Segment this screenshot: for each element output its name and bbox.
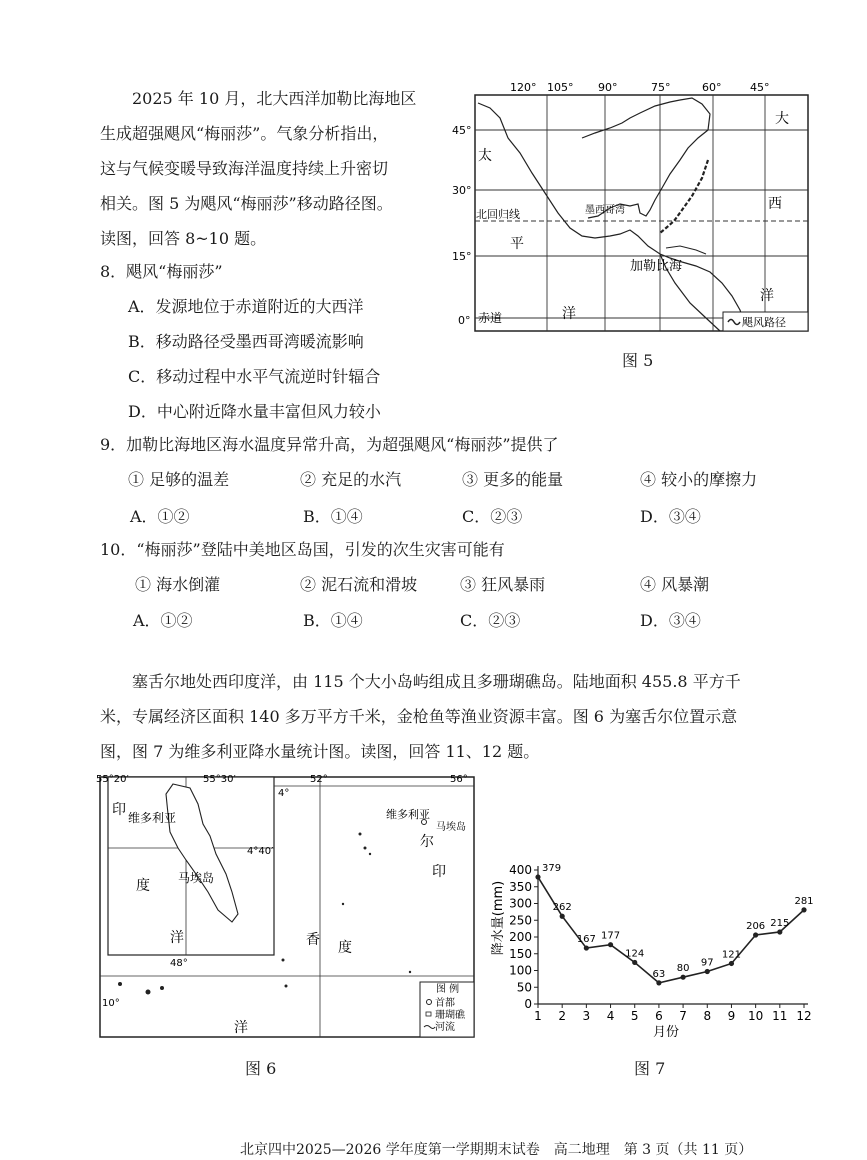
- figure-5-caption: 图 5: [622, 351, 654, 370]
- y-axis-label: 降水量(mm): [491, 880, 506, 956]
- fig5-gulf-label: 墨西哥湾: [585, 205, 625, 216]
- x-tick-label: 11: [772, 1009, 788, 1023]
- fig6-main-ocean: 尔: [420, 834, 434, 850]
- intro1-line: 读图，回答 8~10 题。: [100, 229, 267, 248]
- x-tick-label: 8: [703, 1009, 712, 1023]
- data-label: 379: [542, 863, 562, 875]
- figure-6-map: [98, 774, 480, 1040]
- data-label: 97: [700, 957, 714, 969]
- q8-option-a: A．发源地位于赤道附近的大西洋: [128, 297, 364, 316]
- q10-option-c: C．②③: [460, 611, 521, 630]
- y-tick-label: 300: [509, 896, 532, 911]
- data-label: 121: [721, 949, 742, 961]
- y-tick-label: 100: [509, 963, 532, 978]
- fig6-main-ocean: 印: [432, 864, 446, 880]
- q10-option-a: A．①②: [133, 611, 193, 630]
- fig5-lat-label: 0°: [458, 314, 471, 327]
- q10-item-4: ④ 风暴潮: [640, 575, 710, 594]
- q10-option-d: D．③④: [640, 611, 701, 630]
- y-tick-label: 150: [509, 946, 532, 961]
- fig5-lon-label: 60°: [702, 81, 722, 94]
- figure-7-chart: [486, 858, 816, 1038]
- q10-item-1: ① 海水倒灌: [135, 575, 221, 594]
- intro1-line: 生成超强飓风“梅丽莎”。气象分析指出，: [100, 124, 389, 143]
- q8-option-d: D．中心附近降水量丰富但风力较小: [128, 402, 381, 421]
- fig5-ocean-char: 西: [768, 196, 782, 212]
- intro2-line: 米，专属经济区面积 140 多万平方千米，金枪鱼等渔业资源丰富。图 6 为塞舌尔位置示意: [100, 707, 738, 726]
- q9-option-b: B．①④: [303, 507, 363, 526]
- data-label: 63: [652, 968, 666, 980]
- fig6-main-lat: 4°: [278, 788, 290, 799]
- fig6-main-ocean: 香: [306, 932, 320, 948]
- fig5-legend-label: 飓风路径: [742, 316, 786, 329]
- fig5-ocean-char: 洋: [562, 306, 576, 322]
- data-point: [729, 961, 734, 966]
- fig6-legend-river: 河流: [435, 1022, 455, 1033]
- data-point: [656, 980, 661, 985]
- fig6-main-capital: 维多利亚: [386, 808, 430, 821]
- fig5-tropic-label: 北回归线: [476, 208, 520, 221]
- q9-option-a: A．①②: [130, 507, 190, 526]
- fig6-inset-lon: 55°20′: [96, 774, 129, 785]
- fig5-ocean-char: 太: [478, 148, 492, 164]
- figure-7-caption: 图 7: [634, 1059, 666, 1078]
- intro2-line: 塞舌尔地处西印度洋，由 115 个大小岛屿组成且多珊瑚礁岛。陆地面积 455.8 平方千: [132, 672, 741, 691]
- q9-option-c: C．②③: [462, 507, 523, 526]
- data-label: 215: [770, 917, 790, 929]
- fig6-main-lon: 52°: [310, 774, 328, 785]
- q9-item-1: ① 足够的温差: [128, 470, 230, 489]
- fig6-main-ocean: 度: [338, 940, 352, 956]
- q10-stem: 10．“梅丽莎”登陆中美地区岛国，引发的次生灾害可能有: [100, 540, 505, 559]
- fig6-inset-ocean: 度: [136, 878, 150, 894]
- intro2-line: 图，图 7 为维多利亚降水量统计图。读图，回答 11、12 题。: [100, 742, 540, 761]
- intro1-line: 相关。图 5 为飓风“梅丽莎”移动路径图。: [100, 194, 393, 213]
- fig5-ocean-char: 大: [775, 111, 789, 127]
- x-tick-label: 10: [747, 1009, 764, 1023]
- fig6-inset-lon: 55°30′: [203, 774, 236, 785]
- x-tick-label: 5: [630, 1009, 639, 1023]
- data-point: [560, 914, 565, 919]
- intro-paragraph-1: [100, 81, 445, 256]
- intro1-line: 这与气候变暖导致海洋温度持续上升密切: [100, 159, 389, 178]
- fig5-lon-label: 120°: [510, 81, 537, 94]
- q8-option-b: B．移动路径受墨西哥湾暖流影响: [128, 332, 364, 351]
- x-tick-label: 2: [558, 1009, 567, 1023]
- intro1-line: 2025 年 10 月，北大西洋加勒比海地区: [132, 89, 417, 108]
- fig5-ocean-char: 平: [510, 236, 524, 252]
- x-tick-label: 6: [655, 1009, 663, 1023]
- data-point: [632, 960, 637, 965]
- q9-item-3: ③ 更多的能量: [462, 470, 564, 489]
- fig5-caribbean-label: 加勒比海: [630, 259, 683, 274]
- fig6-inset-ocean: 印: [112, 802, 126, 818]
- fig6-main-ocean: 洋: [234, 1020, 248, 1036]
- q9-option-d: D．③④: [640, 507, 701, 526]
- data-point: [801, 907, 806, 912]
- data-label: 167: [576, 934, 596, 946]
- data-label: 124: [625, 948, 645, 960]
- x-axis-label: 月份: [652, 1025, 680, 1040]
- data-point: [584, 945, 589, 950]
- fig6-legend-title: 图 例: [436, 984, 460, 995]
- q9-item-4: ④ 较小的摩擦力: [640, 470, 758, 489]
- fig6-inset-ocean: 洋: [170, 930, 184, 946]
- fig6-legend-reef: 珊瑚礁: [435, 1010, 465, 1021]
- data-point: [705, 969, 710, 974]
- y-tick-label: 200: [509, 930, 532, 944]
- page-footer: 北京四中2025—2026 学年度第一学期期末试卷 高二地理 第 3 页（共 11 页）: [240, 1142, 753, 1158]
- x-tick-label: 12: [796, 1009, 812, 1023]
- fig5-lat-label: 30°: [452, 184, 472, 197]
- fig6-main-lon: 48°: [170, 958, 188, 969]
- fig5-lon-label: 75°: [651, 81, 671, 94]
- fig5-lat-label: 15°: [452, 250, 472, 263]
- figure-6-caption: 图 6: [245, 1059, 277, 1078]
- data-point: [608, 942, 613, 947]
- data-label: 281: [794, 895, 814, 907]
- data-label: 177: [600, 930, 621, 942]
- q8-option-c: C．移动过程中水平气流逆时针辐合: [128, 367, 381, 386]
- figure-5-map: [452, 78, 815, 340]
- x-tick-label: 4: [606, 1009, 615, 1023]
- data-point: [777, 929, 782, 934]
- data-point: [753, 932, 758, 937]
- fig6-main-lat: 10°: [102, 998, 120, 1009]
- q9-stem: 9．加勒比海地区海水温度异常升高，为超强飓风“梅丽莎”提供了: [100, 435, 559, 454]
- fig6-inset-capital: 维多利亚: [128, 811, 177, 825]
- x-tick-label: 3: [582, 1009, 591, 1023]
- x-tick-label: 7: [679, 1009, 687, 1023]
- fig5-lon-label: 90°: [598, 81, 618, 94]
- fig6-main-island: 马埃岛: [436, 822, 466, 833]
- y-tick-label: 0: [524, 997, 532, 1011]
- fig5-lon-label: 105°: [547, 81, 574, 94]
- fig5-lat-label: 45°: [452, 124, 472, 137]
- q10-option-b: B．①④: [303, 611, 363, 630]
- data-label: 262: [552, 902, 572, 914]
- data-point: [680, 975, 685, 980]
- q10-item-3: ③ 狂风暴雨: [460, 575, 546, 594]
- y-tick-label: 50: [516, 980, 532, 995]
- fig6-legend-capital: 首都: [435, 998, 455, 1009]
- fig5-lon-label: 45°: [750, 81, 770, 94]
- intro-paragraph-2: [100, 664, 820, 769]
- q10-item-2: ② 泥石流和滑坡: [300, 575, 418, 594]
- fig6-inset-lat: 4°40′: [247, 846, 274, 857]
- y-tick-label: 400: [509, 863, 532, 877]
- x-tick-label: 1: [534, 1009, 542, 1023]
- data-label: 206: [746, 920, 766, 932]
- fig5-ocean-char: 洋: [760, 288, 774, 304]
- fig5-equator-label: 赤道: [478, 311, 503, 325]
- y-tick-label: 250: [509, 913, 532, 928]
- q8-stem: 8．飓风“梅丽莎”: [100, 262, 223, 281]
- fig6-main-lon: 56°: [450, 774, 468, 785]
- y-tick-label: 350: [509, 879, 532, 894]
- data-point: [535, 874, 540, 879]
- x-tick-label: 9: [727, 1009, 736, 1023]
- fig6-inset-island: 马埃岛: [178, 871, 215, 885]
- q9-item-2: ② 充足的水汽: [300, 470, 402, 489]
- data-label: 80: [676, 963, 690, 975]
